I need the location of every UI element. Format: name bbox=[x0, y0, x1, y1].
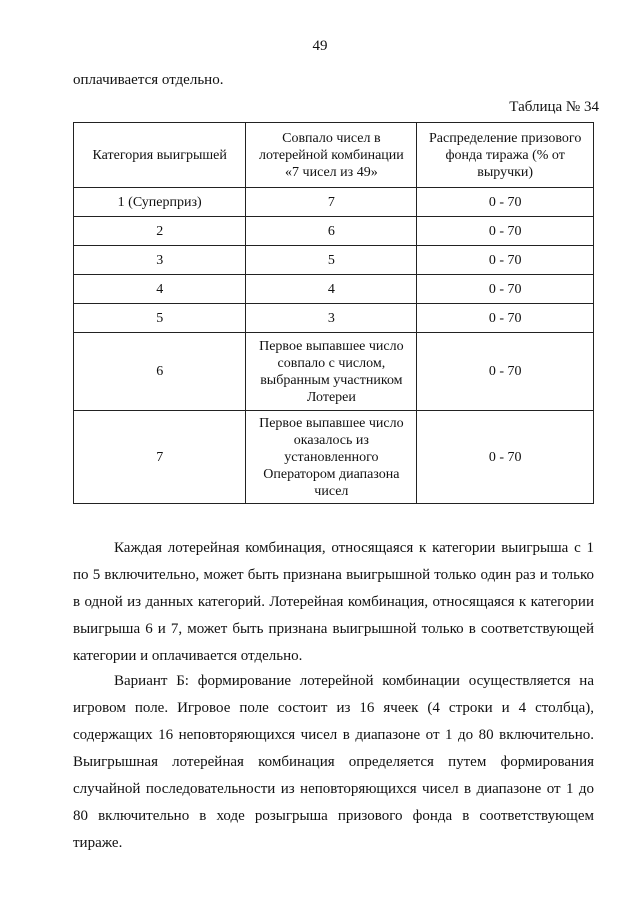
cell-share: 0 - 70 bbox=[417, 188, 594, 217]
table-row bbox=[74, 246, 594, 275]
body-paragraph bbox=[73, 535, 594, 670]
paragraph-text: Каждая лотерейная комбинация, относящаяся к категории выигрыша с 1 по 5 включительно, может быть признана выигрышной только один раз и только в одной из данных категорий. Лотерейная комбинация, относящаяся к категории выигрыша 6 и 7, может быть признана выигрышной только в соответствующей категории и оплачивается отдельно. bbox=[73, 540, 594, 664]
cell-matched: 7 bbox=[246, 188, 417, 217]
table-row bbox=[74, 411, 594, 504]
cell-category: 2 bbox=[74, 217, 246, 246]
cell-share: 0 - 70 bbox=[417, 333, 594, 411]
cell-share: 0 - 70 bbox=[417, 304, 594, 333]
paragraph-text: Вариант Б: формирование лотерейной комбинации осуществляется на игровом поле. Игровое поле состоит из 16 ячеек (4 строки и 4 столбца), содержащих 16 неповторяющихся чисел в диапазоне от 1 до 80 включительно. Выигрышная лотерейная комбинация определяется путем формирования случайной последовательности из неповторяющихся чисел в диапазоне от 1 до 80 включительно в ходе розыгрыша призового фонда в соответствующем тираже. bbox=[73, 673, 594, 851]
continuation-text: оплачивается отдельно. bbox=[73, 72, 224, 88]
prize-distribution-table bbox=[73, 122, 594, 504]
cell-category: 3 bbox=[74, 246, 246, 275]
header-prize-share: Распределение призового фонда тиража (% от выручки) bbox=[417, 123, 594, 188]
body-paragraph bbox=[73, 668, 594, 857]
cell-share: 0 - 70 bbox=[417, 217, 594, 246]
table-row bbox=[74, 217, 594, 246]
table-caption: Таблица № 34 bbox=[509, 99, 599, 115]
cell-share: 0 - 70 bbox=[417, 246, 594, 275]
header-matched-numbers: Совпало чисел в лотерейной комбинации «7 чисел из 49» bbox=[246, 123, 417, 188]
cell-share: 0 - 70 bbox=[417, 411, 594, 504]
cell-matched: 5 bbox=[246, 246, 417, 275]
table-row bbox=[74, 333, 594, 411]
cell-matched: Первое выпавшее число совпало с числом, выбранным участником Лотереи bbox=[246, 333, 417, 411]
table-row bbox=[74, 188, 594, 217]
cell-matched: 4 bbox=[246, 275, 417, 304]
table-row bbox=[74, 275, 594, 304]
cell-matched: 3 bbox=[246, 304, 417, 333]
cell-category: 1 (Суперприз) bbox=[74, 188, 246, 217]
header-category: Категория выигрышей bbox=[74, 123, 246, 188]
cell-category: 4 bbox=[74, 275, 246, 304]
cell-matched: 6 bbox=[246, 217, 417, 246]
cell-share: 0 - 70 bbox=[417, 275, 594, 304]
cell-matched: Первое выпавшее число оказалось из установленного Оператором диапазона чисел bbox=[246, 411, 417, 504]
cell-category: 7 bbox=[74, 411, 246, 504]
page-number: 49 bbox=[312, 38, 328, 54]
cell-category: 6 bbox=[74, 333, 246, 411]
cell-category: 5 bbox=[74, 304, 246, 333]
table-row bbox=[74, 304, 594, 333]
table-header-row bbox=[74, 123, 594, 188]
